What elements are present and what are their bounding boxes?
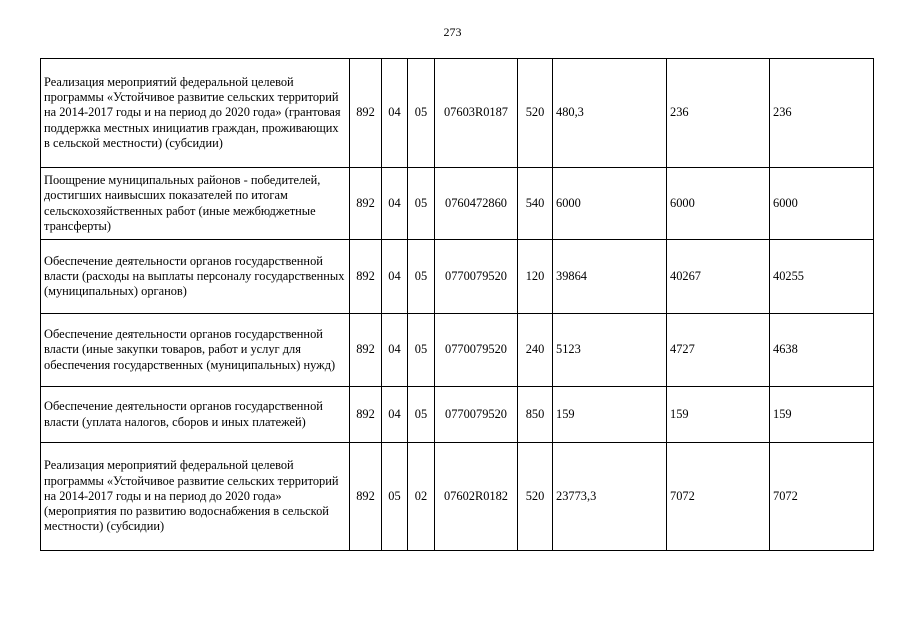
subsection-code: 05 xyxy=(408,168,435,240)
amount-year-1: 480,3 xyxy=(553,59,667,168)
table-row xyxy=(41,387,874,443)
row-description: Реализация мероприятий федеральной целевой программы «Устойчивое развитие сельских территорий на 2014-2017 годы и на период до 2020 года» (мероприятия по развитию водоснабжения в сельской местности) (субсидии) xyxy=(41,443,350,551)
section-code: 04 xyxy=(382,168,408,240)
expense-type-code: 120 xyxy=(518,240,553,314)
amount-year-3: 7072 xyxy=(770,443,874,551)
budget-table xyxy=(40,58,874,551)
target-article-code: 07602R0182 xyxy=(435,443,518,551)
target-article-code: 0770079520 xyxy=(435,387,518,443)
expense-type-code: 520 xyxy=(518,59,553,168)
row-description: Обеспечение деятельности органов государственной власти (расходы на выплаты персоналу государственных (муниципальных) органов) xyxy=(41,240,350,314)
amount-year-3: 4638 xyxy=(770,314,874,387)
amount-year-2: 4727 xyxy=(667,314,770,387)
amount-year-3: 159 xyxy=(770,387,874,443)
amount-year-2: 159 xyxy=(667,387,770,443)
amount-year-1: 5123 xyxy=(553,314,667,387)
amount-year-2: 7072 xyxy=(667,443,770,551)
row-description: Обеспечение деятельности органов государственной власти (иные закупки товаров, работ и услуг для обеспечения государственных (муниципальных) нужд) xyxy=(41,314,350,387)
amount-year-1: 159 xyxy=(553,387,667,443)
target-article-code: 0770079520 xyxy=(435,314,518,387)
amount-year-3: 236 xyxy=(770,59,874,168)
table-row xyxy=(41,168,874,240)
subsection-code: 05 xyxy=(408,240,435,314)
grbs-code: 892 xyxy=(350,168,382,240)
amount-year-3: 40255 xyxy=(770,240,874,314)
amount-year-1: 23773,3 xyxy=(553,443,667,551)
amount-year-1: 6000 xyxy=(553,168,667,240)
grbs-code: 892 xyxy=(350,314,382,387)
row-description: Поощрение муниципальных районов - победителей, достигших наивысших показателей по итогам сельскохозяйственных работ (иные межбюджетные трансферты) xyxy=(41,168,350,240)
expense-type-code: 520 xyxy=(518,443,553,551)
amount-year-3: 6000 xyxy=(770,168,874,240)
expense-type-code: 850 xyxy=(518,387,553,443)
grbs-code: 892 xyxy=(350,443,382,551)
target-article-code: 0760472860 xyxy=(435,168,518,240)
table-row xyxy=(41,240,874,314)
table-row xyxy=(41,314,874,387)
table-row xyxy=(41,443,874,551)
subsection-code: 05 xyxy=(408,314,435,387)
target-article-code: 07603R0187 xyxy=(435,59,518,168)
target-article-code: 0770079520 xyxy=(435,240,518,314)
subsection-code: 05 xyxy=(408,59,435,168)
subsection-code: 02 xyxy=(408,443,435,551)
table-row xyxy=(41,59,874,168)
row-description: Обеспечение деятельности органов государственной власти (уплата налогов, сборов и иных платежей) xyxy=(41,387,350,443)
section-code: 04 xyxy=(382,59,408,168)
grbs-code: 892 xyxy=(350,240,382,314)
grbs-code: 892 xyxy=(350,59,382,168)
section-code: 04 xyxy=(382,240,408,314)
section-code: 05 xyxy=(382,443,408,551)
row-description: Реализация мероприятий федеральной целевой программы «Устойчивое развитие сельских территорий на 2014-2017 годы и на период до 2020 года» (грантовая поддержка местных инициатив граждан, проживающих в сельской местности) (субсидии) xyxy=(41,59,350,168)
expense-type-code: 240 xyxy=(518,314,553,387)
amount-year-2: 6000 xyxy=(667,168,770,240)
section-code: 04 xyxy=(382,387,408,443)
page-number: 273 xyxy=(443,25,462,39)
subsection-code: 05 xyxy=(408,387,435,443)
amount-year-2: 236 xyxy=(667,59,770,168)
expense-type-code: 540 xyxy=(518,168,553,240)
amount-year-1: 39864 xyxy=(553,240,667,314)
grbs-code: 892 xyxy=(350,387,382,443)
section-code: 04 xyxy=(382,314,408,387)
amount-year-2: 40267 xyxy=(667,240,770,314)
